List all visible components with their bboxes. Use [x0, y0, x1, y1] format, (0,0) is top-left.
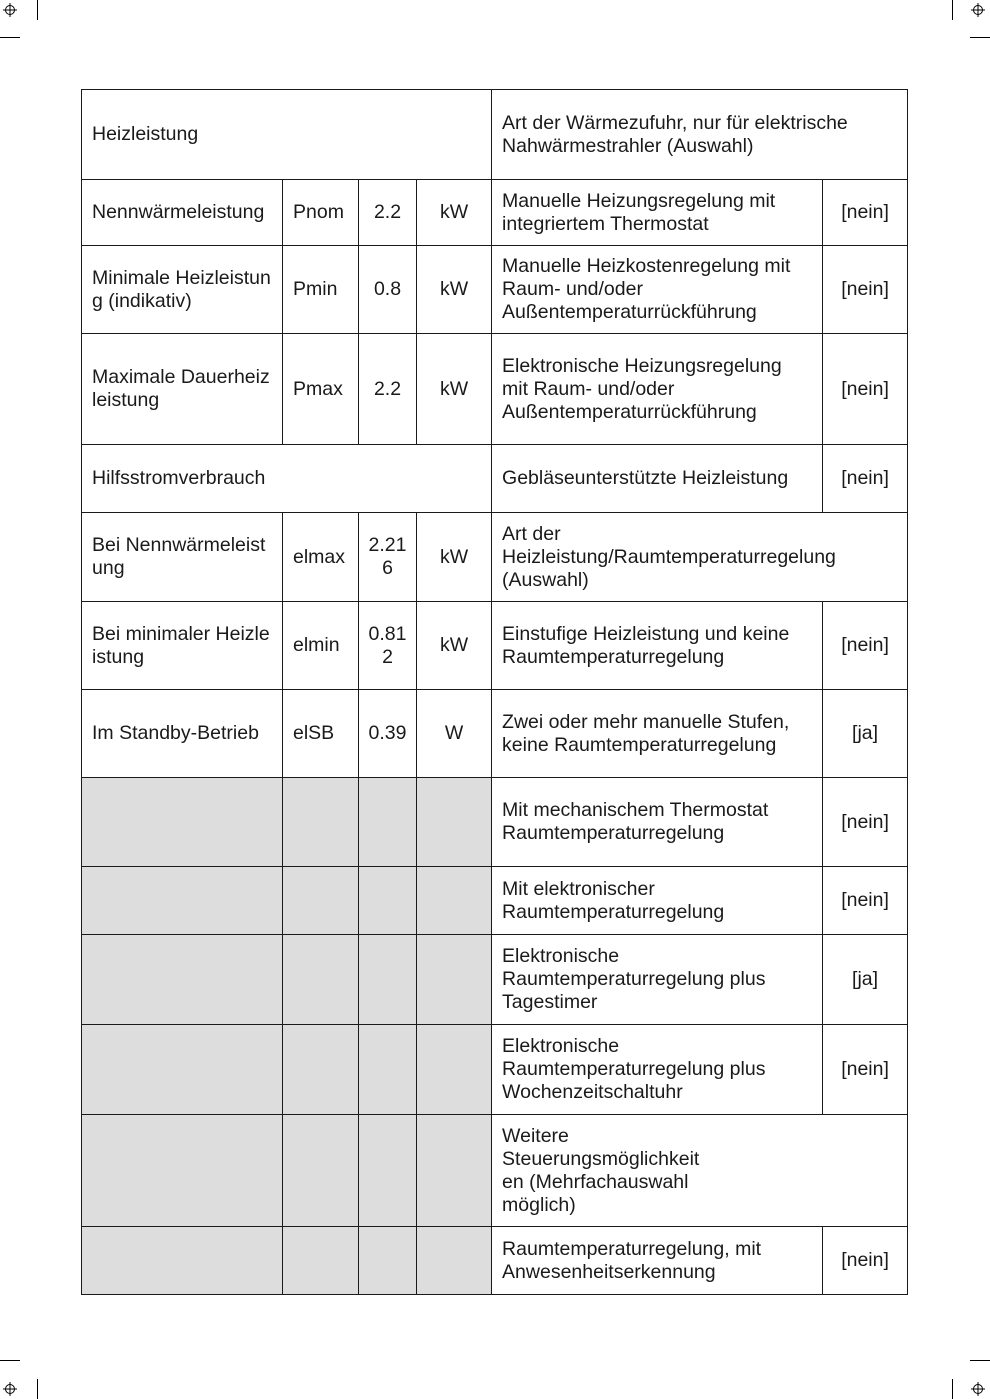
table-row: [82, 690, 908, 778]
option-label: Mit elektronischer Raumtemperaturregelung: [492, 867, 823, 935]
section-heading-control-type: Art der Heizleistung/Raumtemperaturregelung (Auswahl): [492, 513, 908, 602]
param-label: Bei Nennwärmeleistung: [82, 513, 283, 602]
option-value: [nein]: [823, 778, 908, 867]
empty-cell: [417, 867, 492, 935]
option-value: [nein]: [823, 246, 908, 334]
crop-mark: [37, 1379, 38, 1399]
section-heading-aux-power: Hilfsstromverbrauch: [82, 445, 492, 513]
empty-cell: [417, 1115, 492, 1227]
section-heading-heat-input-type: Art der Wärmezufuhr, nur für elektrische Nahwärmestrahler (Auswahl): [492, 90, 908, 180]
option-value: [nein]: [823, 180, 908, 246]
param-value: 0.812: [359, 602, 417, 690]
param-label: Nennwärmeleistung: [82, 180, 283, 246]
table-row: [82, 90, 908, 180]
crop-mark: [970, 37, 990, 38]
param-value: 2.2: [359, 334, 417, 445]
option-value: [nein]: [823, 602, 908, 690]
empty-cell: [82, 1115, 283, 1227]
param-label: Maximale Dauerheizleistung: [82, 334, 283, 445]
empty-cell: [359, 1115, 417, 1227]
param-label: Bei minimaler Heizleistung: [82, 602, 283, 690]
option-label: Raumtemperaturregelung, mit Anwesenheitserkennung: [492, 1227, 823, 1295]
registration-mark-icon: [3, 1382, 17, 1396]
table-row: [82, 1025, 908, 1115]
table-row: [82, 1227, 908, 1295]
empty-cell: [283, 1227, 359, 1295]
param-symbol: Pmax: [283, 334, 359, 445]
empty-cell: [359, 1227, 417, 1295]
table-row: [82, 602, 908, 690]
option-value: [nein]: [823, 334, 908, 445]
table-row: [82, 180, 908, 246]
empty-cell: [82, 867, 283, 935]
param-symbol: elmax: [283, 513, 359, 602]
empty-cell: [82, 1025, 283, 1115]
option-label: Einstufige Heizleistung und keine Raumtemperaturregelung: [492, 602, 823, 690]
empty-cell: [283, 1115, 359, 1227]
param-value: 2.216: [359, 513, 417, 602]
heating-spec-table: [81, 89, 908, 1295]
empty-cell: [283, 935, 359, 1025]
param-value: 0.39: [359, 690, 417, 778]
option-value: [nein]: [823, 445, 908, 513]
registration-mark-icon: [971, 1382, 985, 1396]
option-label: Elektronische Heizungsregelung mit Raum- und/oder Außentemperaturrückführung: [492, 334, 823, 445]
param-unit: kW: [417, 513, 492, 602]
section-heading-heat-output: Heizleistung: [82, 90, 492, 180]
empty-cell: [359, 867, 417, 935]
empty-cell: [359, 935, 417, 1025]
empty-cell: [417, 1227, 492, 1295]
crop-mark: [952, 0, 953, 20]
empty-cell: [82, 778, 283, 867]
option-label: Manuelle Heizkostenregelung mit Raum- und/oder Außentemperaturrückführung: [492, 246, 823, 334]
option-value: [ja]: [823, 935, 908, 1025]
option-value: [nein]: [823, 1025, 908, 1115]
option-label: Gebläseunterstützte Heizleistung: [492, 445, 823, 513]
table-row: [82, 334, 908, 445]
empty-cell: [417, 1025, 492, 1115]
empty-cell: [82, 1227, 283, 1295]
empty-cell: [417, 778, 492, 867]
empty-cell: [283, 867, 359, 935]
param-label: Im Standby-Betrieb: [82, 690, 283, 778]
param-label: Minimale Heizleistung (indikativ): [82, 246, 283, 334]
crop-mark: [37, 0, 38, 20]
crop-mark: [952, 1379, 953, 1399]
param-value: 0.8: [359, 246, 417, 334]
param-symbol: elSB: [283, 690, 359, 778]
param-symbol: Pmin: [283, 246, 359, 334]
option-label: Mit mechanischem Thermostat Raumtemperaturregelung: [492, 778, 823, 867]
table-row: [82, 246, 908, 334]
empty-cell: [283, 778, 359, 867]
param-symbol: Pnom: [283, 180, 359, 246]
empty-cell: [82, 935, 283, 1025]
crop-mark: [0, 37, 20, 38]
option-value: [nein]: [823, 867, 908, 935]
param-unit: kW: [417, 180, 492, 246]
empty-cell: [359, 1025, 417, 1115]
empty-cell: [283, 1025, 359, 1115]
param-value: 2.2: [359, 180, 417, 246]
option-label: Zwei oder mehr manuelle Stufen, keine Raumtemperaturregelung: [492, 690, 823, 778]
crop-mark: [970, 1360, 990, 1361]
table-row: [82, 445, 908, 513]
table-row: [82, 1115, 908, 1227]
option-label: Elektronische Raumtemperaturregelung plus Wochenzeitschaltuhr: [492, 1025, 823, 1115]
option-value: [ja]: [823, 690, 908, 778]
option-label: Manuelle Heizungsregelung mit integriertem Thermostat: [492, 180, 823, 246]
option-value: [nein]: [823, 1227, 908, 1295]
table-row: [82, 867, 908, 935]
crop-mark: [0, 1360, 20, 1361]
param-unit: kW: [417, 334, 492, 445]
param-symbol: elmin: [283, 602, 359, 690]
param-unit: kW: [417, 602, 492, 690]
empty-cell: [359, 778, 417, 867]
table-row: [82, 778, 908, 867]
section-heading-text: Weitere Steuerungsmöglichkeiten (Mehrfachauswahl möglich): [502, 1124, 700, 1216]
registration-mark-icon: [971, 3, 985, 17]
param-unit: W: [417, 690, 492, 778]
param-unit: kW: [417, 246, 492, 334]
empty-cell: [417, 935, 492, 1025]
section-heading-further-controls: [492, 1115, 908, 1227]
option-label: Elektronische Raumtemperaturregelung plus Tagestimer: [492, 935, 823, 1025]
table-row: [82, 935, 908, 1025]
registration-mark-icon: [3, 3, 17, 17]
table-row: [82, 513, 908, 602]
